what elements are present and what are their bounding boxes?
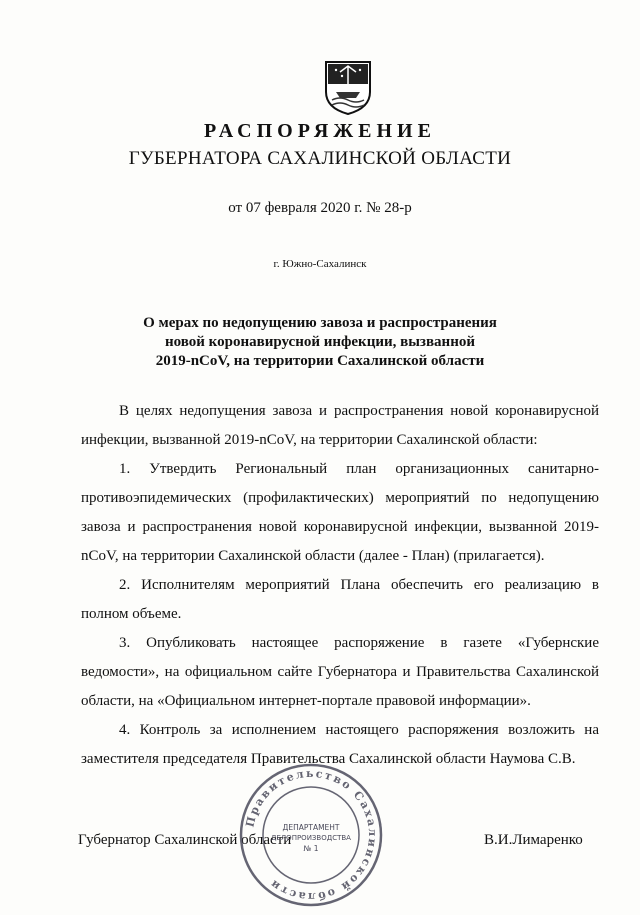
- document-city: г. Южно-Сахалинск: [273, 258, 367, 270]
- stamp-inner-line: № 1: [303, 844, 319, 853]
- document-date-number: от 07 февраля 2020 г. № 28-р: [228, 200, 412, 216]
- coat-of-arms-icon: [322, 58, 374, 116]
- stamp-inner-line: ДЕПАРТАМЕНТ: [282, 823, 340, 832]
- issuer-title: ГУБЕРНАТОРА САХАЛИНСКОЙ ОБЛАСТИ: [128, 148, 512, 169]
- signatory-name: В.И.Лимаренко: [484, 832, 583, 848]
- stamp-inner-line: ДЕЛОПРОИЗВОДСТВА: [271, 834, 351, 842]
- official-stamp: [236, 760, 386, 910]
- body-paragraph-preamble: В целях недопущения завоза и распространения новой коронавирусной инфекции, вызванной 2019-nCoV, на территории Сахалинской области:: [81, 403, 599, 448]
- body-paragraph-item-1: 1. Утвердить Региональный план организационных санитарно-противоэпидемических (профилактических) мероприятий по недопущению завоза и распространения новой коронавирусной инфекции, вызванной 2019-nCoV, на территории Сахалинской области (далее - План) (прилагается).: [81, 461, 599, 564]
- body-paragraph-item-3: 3. Опубликовать настоящее распоряжение в газете «Губернские ведомости», на официальном сайте Губернатора и Правительства Сахалинской области, на «Официальном интернет-портале правовой информации».: [81, 635, 599, 709]
- subject-line: новой коронавирусной инфекции, вызванной: [165, 334, 475, 350]
- document-body: [81, 397, 599, 774]
- document-subject: [0, 314, 640, 371]
- stamp-ring-text: Правительство Сахалинской области: [243, 766, 380, 904]
- subject-line: 2019-nCoV, на территории Сахалинской области: [155, 353, 485, 369]
- subject-line: О мерах по недопущению завоза и распространения: [143, 315, 497, 331]
- document-type-title: РАСПОРЯЖЕНИЕ: [204, 120, 436, 142]
- signatory-position: Губернатор Сахалинской области: [78, 832, 292, 848]
- body-paragraph-item-2: 2. Исполнителям мероприятий Плана обеспечить его реализацию в полном объеме.: [81, 577, 599, 622]
- body-paragraph-item-4: 4. Контроль за исполнением настоящего распоряжения возложить на заместителя председателя Правительства Сахалинской области Наумова С.В.: [81, 722, 599, 767]
